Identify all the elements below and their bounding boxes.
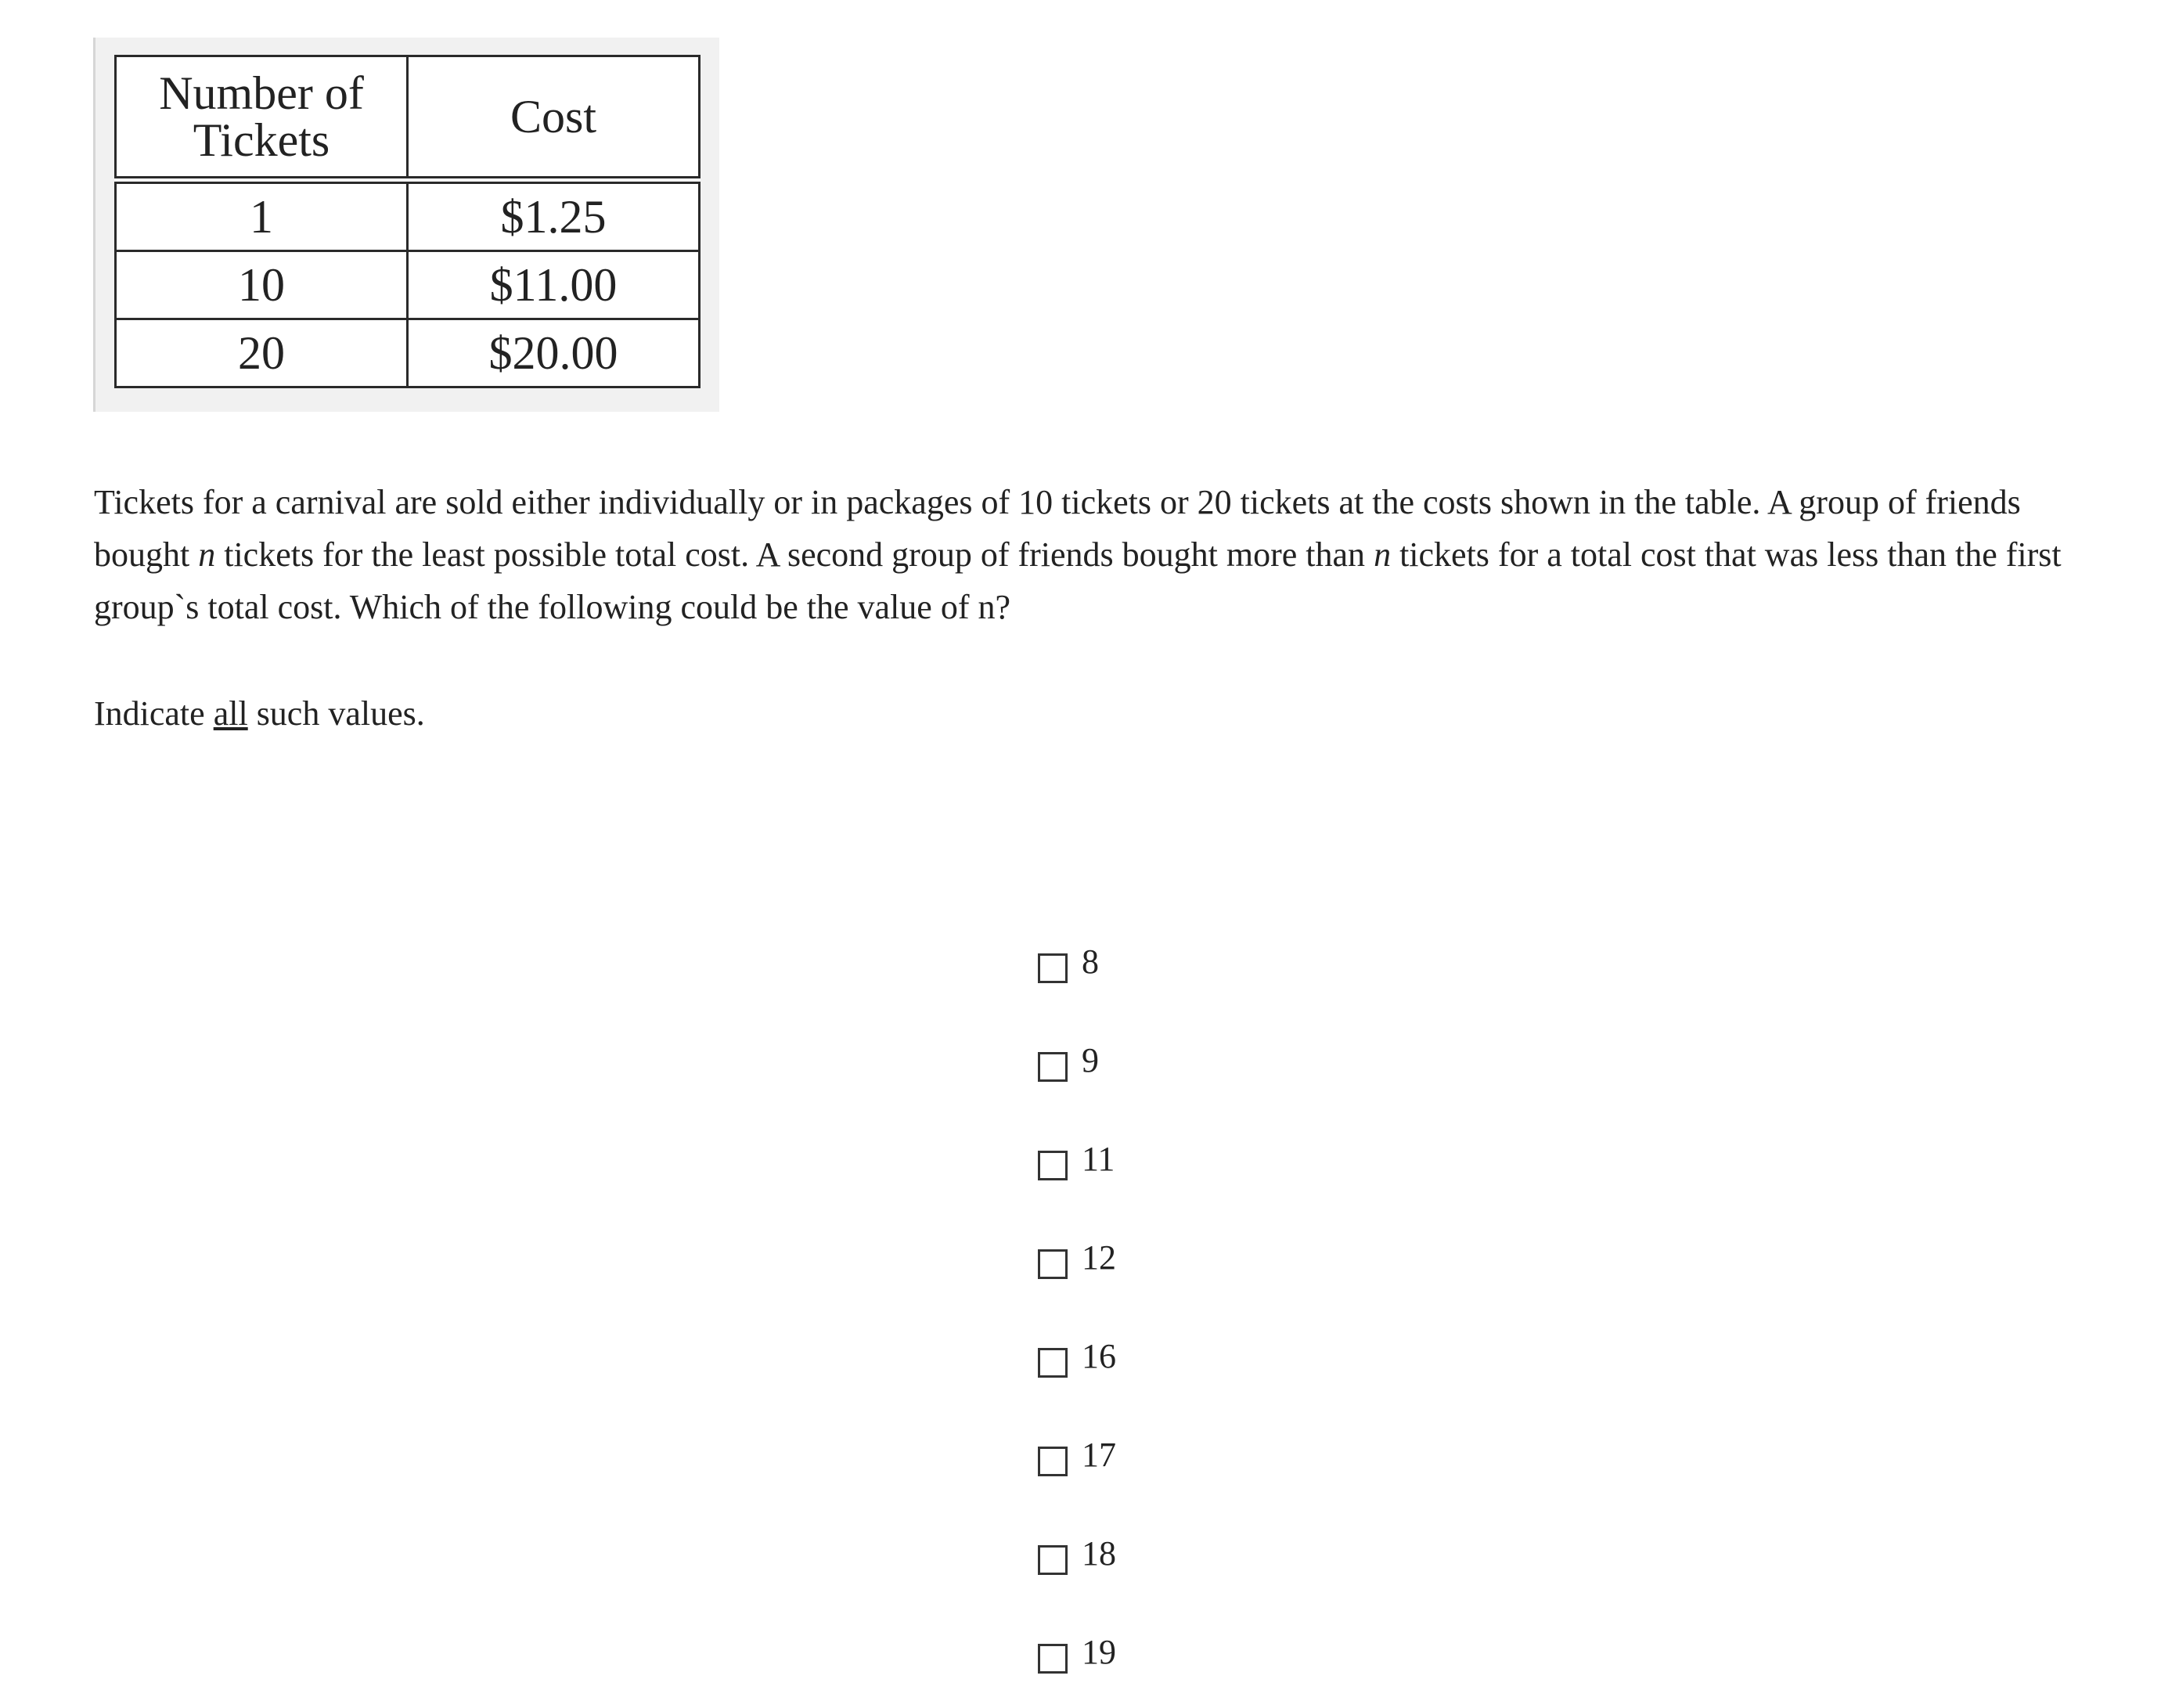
instruction-after: such values.: [247, 694, 425, 733]
instruction-emphasis: all: [213, 694, 248, 733]
answer-option[interactable]: [1038, 919, 1116, 1018]
table-cell-tickets: 10: [116, 251, 408, 319]
checkbox[interactable]: [1038, 1348, 1068, 1378]
option-label: 11: [1082, 1140, 1115, 1178]
question-part-3: tickets for a total cost that was less than the first group`s total cost. Which of the following could be the value of n?: [94, 535, 2062, 626]
answer-option[interactable]: [1038, 1609, 1116, 1708]
option-label: 18: [1082, 1534, 1116, 1573]
table-cell-cost: $20.00: [408, 319, 700, 387]
header-number-of-tickets: Number of Tickets: [116, 56, 408, 181]
table-cell-cost: $1.25: [408, 180, 700, 251]
answer-option[interactable]: [1038, 1313, 1116, 1412]
answer-option[interactable]: [1038, 1412, 1116, 1511]
table-cell-tickets: 1: [116, 180, 408, 251]
answer-option[interactable]: [1038, 1511, 1116, 1609]
table-row: [116, 251, 700, 319]
checkbox[interactable]: [1038, 1644, 1068, 1674]
instruction-text: [94, 687, 425, 740]
checkbox[interactable]: [1038, 953, 1068, 983]
ticket-cost-table-image: [93, 38, 719, 412]
variable-n: n: [198, 535, 216, 574]
question-part-2: tickets for the least possible total cost. A second group of friends bought more than: [215, 535, 1374, 574]
checkbox[interactable]: [1038, 1447, 1068, 1476]
table-header-row: [116, 56, 700, 181]
table-cell-cost: $11.00: [408, 251, 700, 319]
ticket-cost-table: [114, 55, 701, 388]
answer-options: [1038, 919, 1116, 1708]
option-label: 19: [1082, 1633, 1116, 1671]
option-label: 9: [1082, 1041, 1099, 1079]
table-row: [116, 180, 700, 251]
answer-option[interactable]: [1038, 1018, 1116, 1116]
option-label: 16: [1082, 1337, 1116, 1375]
checkbox[interactable]: [1038, 1151, 1068, 1180]
option-label: 8: [1082, 942, 1099, 981]
question-text: [94, 476, 2098, 633]
header-cost: Cost: [408, 56, 700, 181]
option-label: 12: [1082, 1238, 1116, 1277]
instruction-before: Indicate: [94, 694, 214, 733]
checkbox[interactable]: [1038, 1545, 1068, 1575]
table-cell-tickets: 20: [116, 319, 408, 387]
question-part-1: Tickets for a carnival are sold either individually or in packages of 10 tickets or 20 tickets at the costs shown in the table. A group of friends bought: [94, 483, 2021, 574]
checkbox[interactable]: [1038, 1052, 1068, 1082]
table-row: [116, 319, 700, 387]
variable-n: n: [1374, 535, 1392, 574]
checkbox[interactable]: [1038, 1249, 1068, 1279]
answer-option[interactable]: [1038, 1215, 1116, 1313]
option-label: 17: [1082, 1436, 1116, 1474]
answer-option[interactable]: [1038, 1116, 1116, 1215]
